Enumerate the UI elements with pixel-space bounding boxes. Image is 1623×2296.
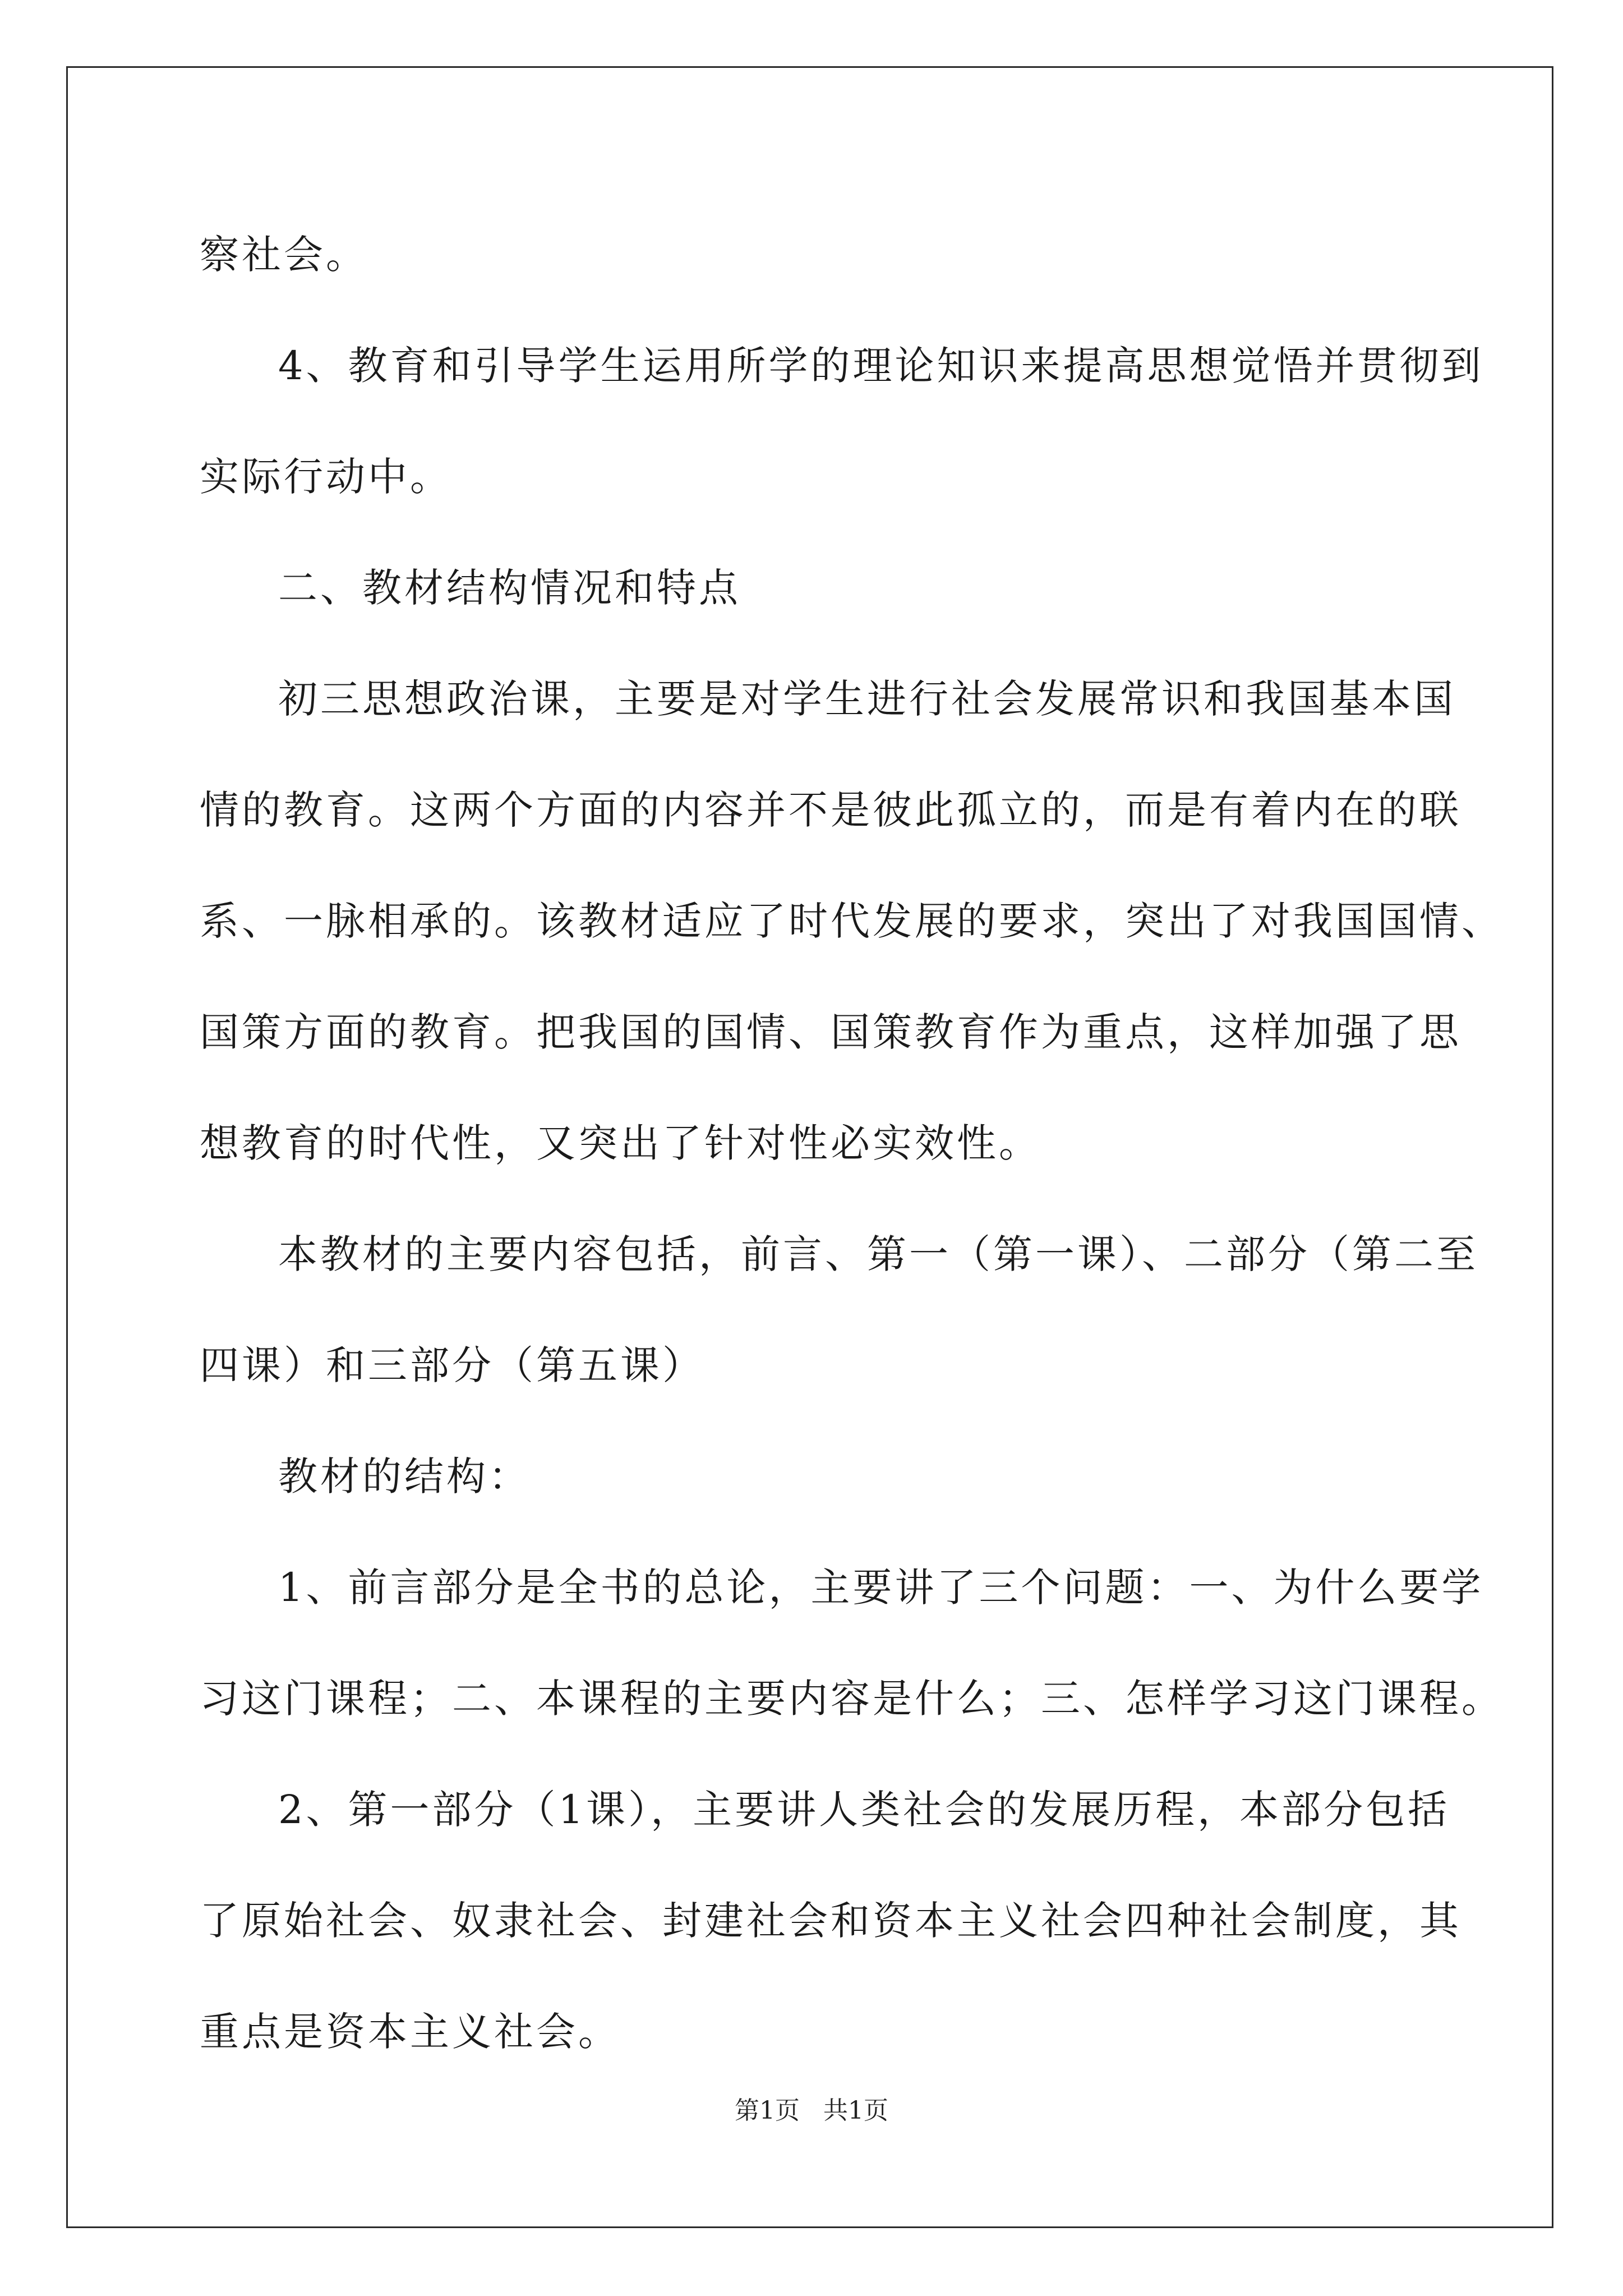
text-line-3: 实际行动中。	[200, 454, 452, 500]
text-line-5: 初三思想政治课，主要是对学生进行社会发展常识和我国基本国	[278, 676, 1456, 722]
section-heading: 二、教材结构情况和特点	[278, 565, 741, 611]
text-line-14: 习这门课程；二、本课程的主要内容是什么；三、怎样学习这门课程。	[200, 1676, 1504, 1722]
text-line-8: 国策方面的教育。把我国的国情、国策教育作为重点，这样加强了思	[200, 1009, 1461, 1055]
text-line-2: 4、教育和引导学生运用所学的理论知识来提高思想觉悟并贯彻到	[278, 343, 1484, 389]
page-number: 第1页	[735, 2096, 800, 2125]
text-line-11: 四课）和三部分（第五课）	[200, 1342, 704, 1388]
text-line-6: 情的教育。这两个方面的内容并不是彼此孤立的，而是有着内在的联	[200, 787, 1461, 833]
text-line-13: 1、前言部分是全书的总论，主要讲了三个问题：一、为什么要学	[278, 1565, 1484, 1611]
text-line-15: 2、第一部分（1课），主要讲人类社会的发展历程，本部分包括	[278, 1787, 1450, 1833]
page-footer	[0, 2094, 1623, 2128]
text-line-17: 重点是资本主义社会。	[200, 2009, 620, 2055]
text-line-1: 察社会。	[200, 232, 368, 278]
text-line-10: 本教材的主要内容包括，前言、第一（第一课）、二部分（第二至	[278, 1231, 1478, 1277]
text-line-16: 了原始社会、奴隶社会、封建社会和资本主义社会四种社会制度，其	[200, 1898, 1461, 1944]
text-line-7: 系、一脉相承的。该教材适应了时代发展的要求，突出了对我国国情、	[200, 898, 1504, 944]
page-total: 共1页	[823, 2096, 888, 2125]
text-line-12: 教材的结构：	[278, 1453, 531, 1499]
document-body	[200, 199, 1504, 2087]
text-line-9: 想教育的时代性，又突出了针对性必实效性。	[200, 1120, 1041, 1166]
